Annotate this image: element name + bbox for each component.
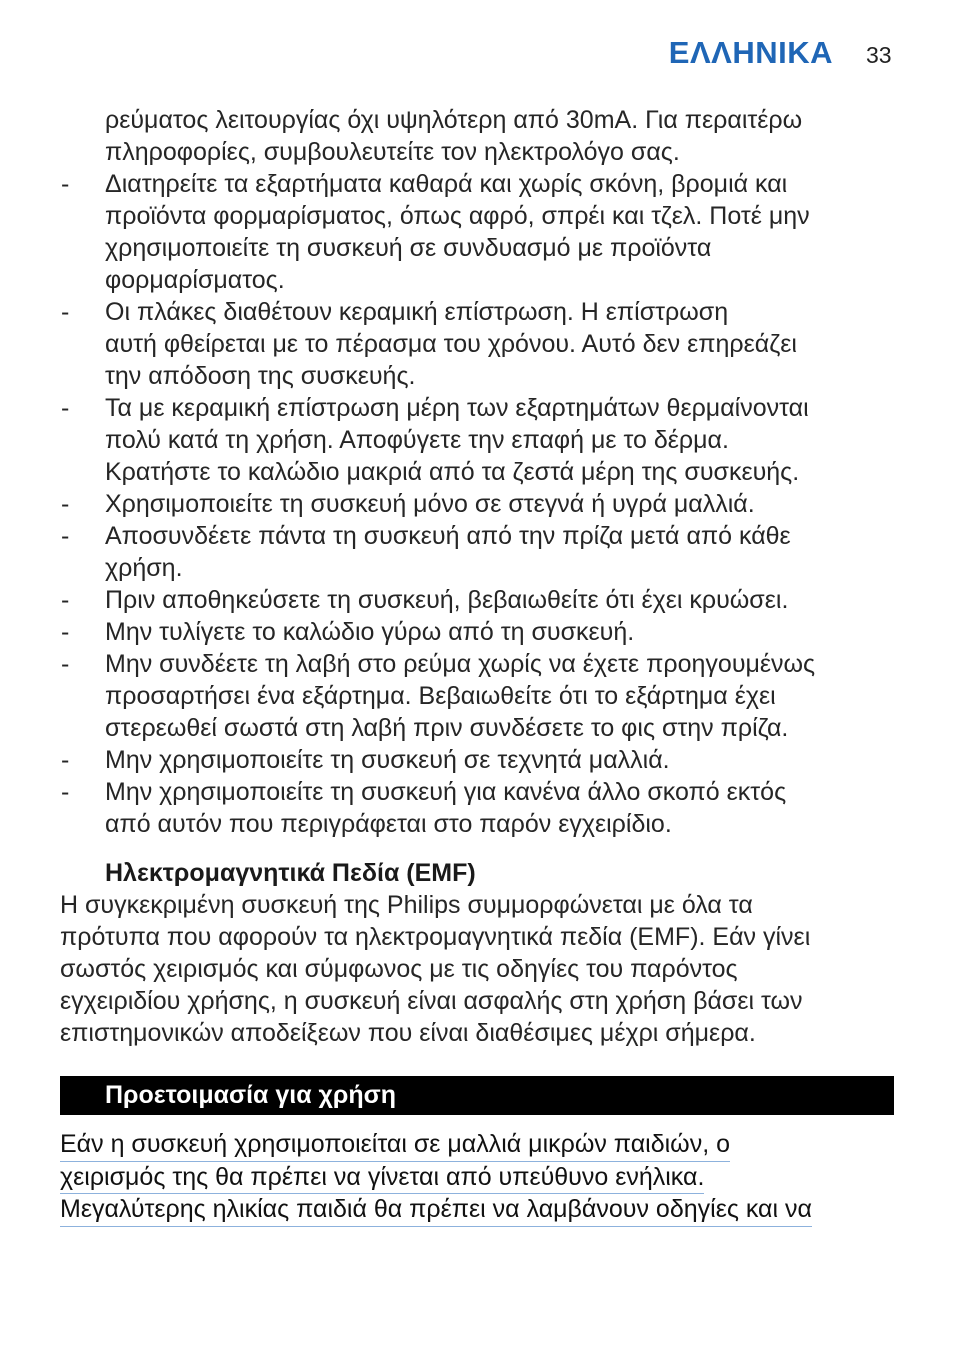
body-line: αυτή φθείρεται με το πέρασμα του χρόνου. Αυτό δεν επηρεάζει — [105, 330, 797, 358]
safety-precautions-list — [60, 104, 894, 840]
body-line: Πριν αποθηκεύσετε τη συσκευή, βεβαιωθείτε ότι έχει κρυώσει. — [105, 586, 789, 614]
language-title: ΕΛΛΗΝΙΚΑ — [668, 35, 833, 70]
list-item — [60, 392, 894, 488]
list-marker: - — [61, 394, 70, 422]
body-line: Χρησιμοποιείτε τη συσκευή μόνο σε στεγνά ή υγρά μαλλιά. — [105, 490, 755, 518]
body-line: πληροφορίες, συμβουλευτείτε τον ηλεκτρολόγο σας. — [105, 138, 680, 166]
body-line: χρησιμοποιείτε τη συσκευή σε συνδυασμό με προϊόντα — [105, 234, 712, 262]
body-line: ρεύματος λειτουργίας όχι υψηλότερη από 30mA. Για περαιτέρω — [105, 106, 803, 134]
body-line: επιστημονικών αποδείξεων που είναι διαθέσιμες μέχρι σήμερα. — [60, 1019, 756, 1047]
body-line: Η συγκεκριμένη συσκευή της Philips συμμορφώνεται με όλα τα — [60, 891, 753, 919]
emf-section-heading: Ηλεκτρομαγνητικά Πεδία (EMF) — [105, 859, 476, 887]
page-body — [60, 104, 894, 1227]
list-item — [60, 584, 894, 616]
list-item — [60, 648, 894, 744]
body-line: στερεωθεί σωστά στη λαβή πριν συνδέσετε το φις στην πρίζα. — [105, 714, 789, 742]
body-line: χρήση. — [105, 554, 183, 582]
body-line: Οι πλάκες διαθέτουν κεραμική επίστρωση. Η επίστρωση — [105, 298, 729, 326]
underlined-line[interactable]: Μεγαλύτερης ηλικίας παιδιά θα πρέπει να λαμβάνουν οδηγίες και να — [60, 1194, 812, 1227]
list-item — [60, 616, 894, 648]
page-number: 33 — [866, 42, 892, 68]
body-line: εγχειριδίου χρήσης, η συσκευή είναι ασφαλής στη χρήση βάσει των — [60, 987, 803, 1015]
preparation-section-heading: Προετοιμασία για χρήση — [105, 1081, 397, 1109]
list-marker: - — [61, 170, 70, 198]
emf-paragraph — [60, 889, 894, 1049]
body-line: την απόδοση της συσκευής. — [105, 362, 416, 390]
body-line: σωστός χειρισμός και σύμφωνος με τις οδηγίες του παρόντος — [60, 955, 738, 983]
body-line: Τα με κεραμική επίστρωση μέρη των εξαρτημάτων θερμαίνονται — [105, 394, 809, 422]
body-line: πολύ κατά τη χρήση. Αποφύγετε την επαφή με το δέρμα. — [105, 426, 729, 454]
body-line: προσαρτήσει ένα εξάρτημα. Βεβαιωθείτε ότι το εξάρτημα έχει — [105, 682, 776, 710]
list-item — [60, 168, 894, 296]
body-line: Διατηρείτε τα εξαρτήματα καθαρά και χωρίς σκόνη, βρομιά και — [105, 170, 788, 198]
list-item — [60, 520, 894, 584]
preparation-section-heading-bar — [60, 1076, 894, 1115]
underlined-line[interactable]: Εάν η συσκευή χρησιμοποιείται σε μαλλιά μικρών παιδιών, ο — [60, 1129, 730, 1162]
body-line: Μην χρησιμοποιείτε τη συσκευή σε τεχνητά μαλλιά. — [105, 746, 670, 774]
list-item — [60, 488, 894, 520]
body-line: Μην χρησιμοποιείτε τη συσκευή για κανένα άλλο σκοπό εκτός — [105, 778, 787, 806]
list-item — [60, 776, 894, 840]
underlined-line[interactable]: χειρισμός της θα πρέπει να γίνεται από υπεύθυνο ενήλικα. — [60, 1162, 704, 1195]
list-item — [60, 744, 894, 776]
list-item — [60, 296, 894, 392]
body-line: πρότυπα που αφορούν τα ηλεκτρομαγνητικά πεδία (EMF). Εάν γίνει — [60, 923, 811, 951]
list-marker: - — [61, 746, 70, 774]
list-marker: - — [61, 490, 70, 518]
list-marker: - — [61, 298, 70, 326]
body-line: Μην συνδέετε τη λαβή στο ρεύμα χωρίς να έχετε προηγουμένως — [105, 650, 816, 678]
body-line: Κρατήστε το καλώδιο μακριά από τα ζεστά μέρη της συσκευής. — [105, 458, 800, 486]
list-marker: - — [61, 586, 70, 614]
list-marker: - — [61, 522, 70, 550]
body-line: φορμαρίσματος. — [105, 266, 285, 294]
list-marker: - — [61, 650, 70, 678]
preparation-paragraph — [60, 1129, 894, 1227]
body-line: Αποσυνδέετε πάντα τη συσκευή από την πρίζα μετά από κάθε — [105, 522, 791, 550]
list-marker: - — [61, 618, 70, 646]
body-line: Μην τυλίγετε το καλώδιο γύρω από τη συσκευή. — [105, 618, 635, 646]
list-marker: - — [61, 778, 70, 806]
body-line: προϊόντα φορμαρίσματος, όπως αφρό, σπρέι και τζελ. Ποτέ μην — [105, 202, 810, 230]
body-line: από αυτόν που περιγράφεται στο παρόν εγχειρίδιο. — [105, 810, 672, 838]
